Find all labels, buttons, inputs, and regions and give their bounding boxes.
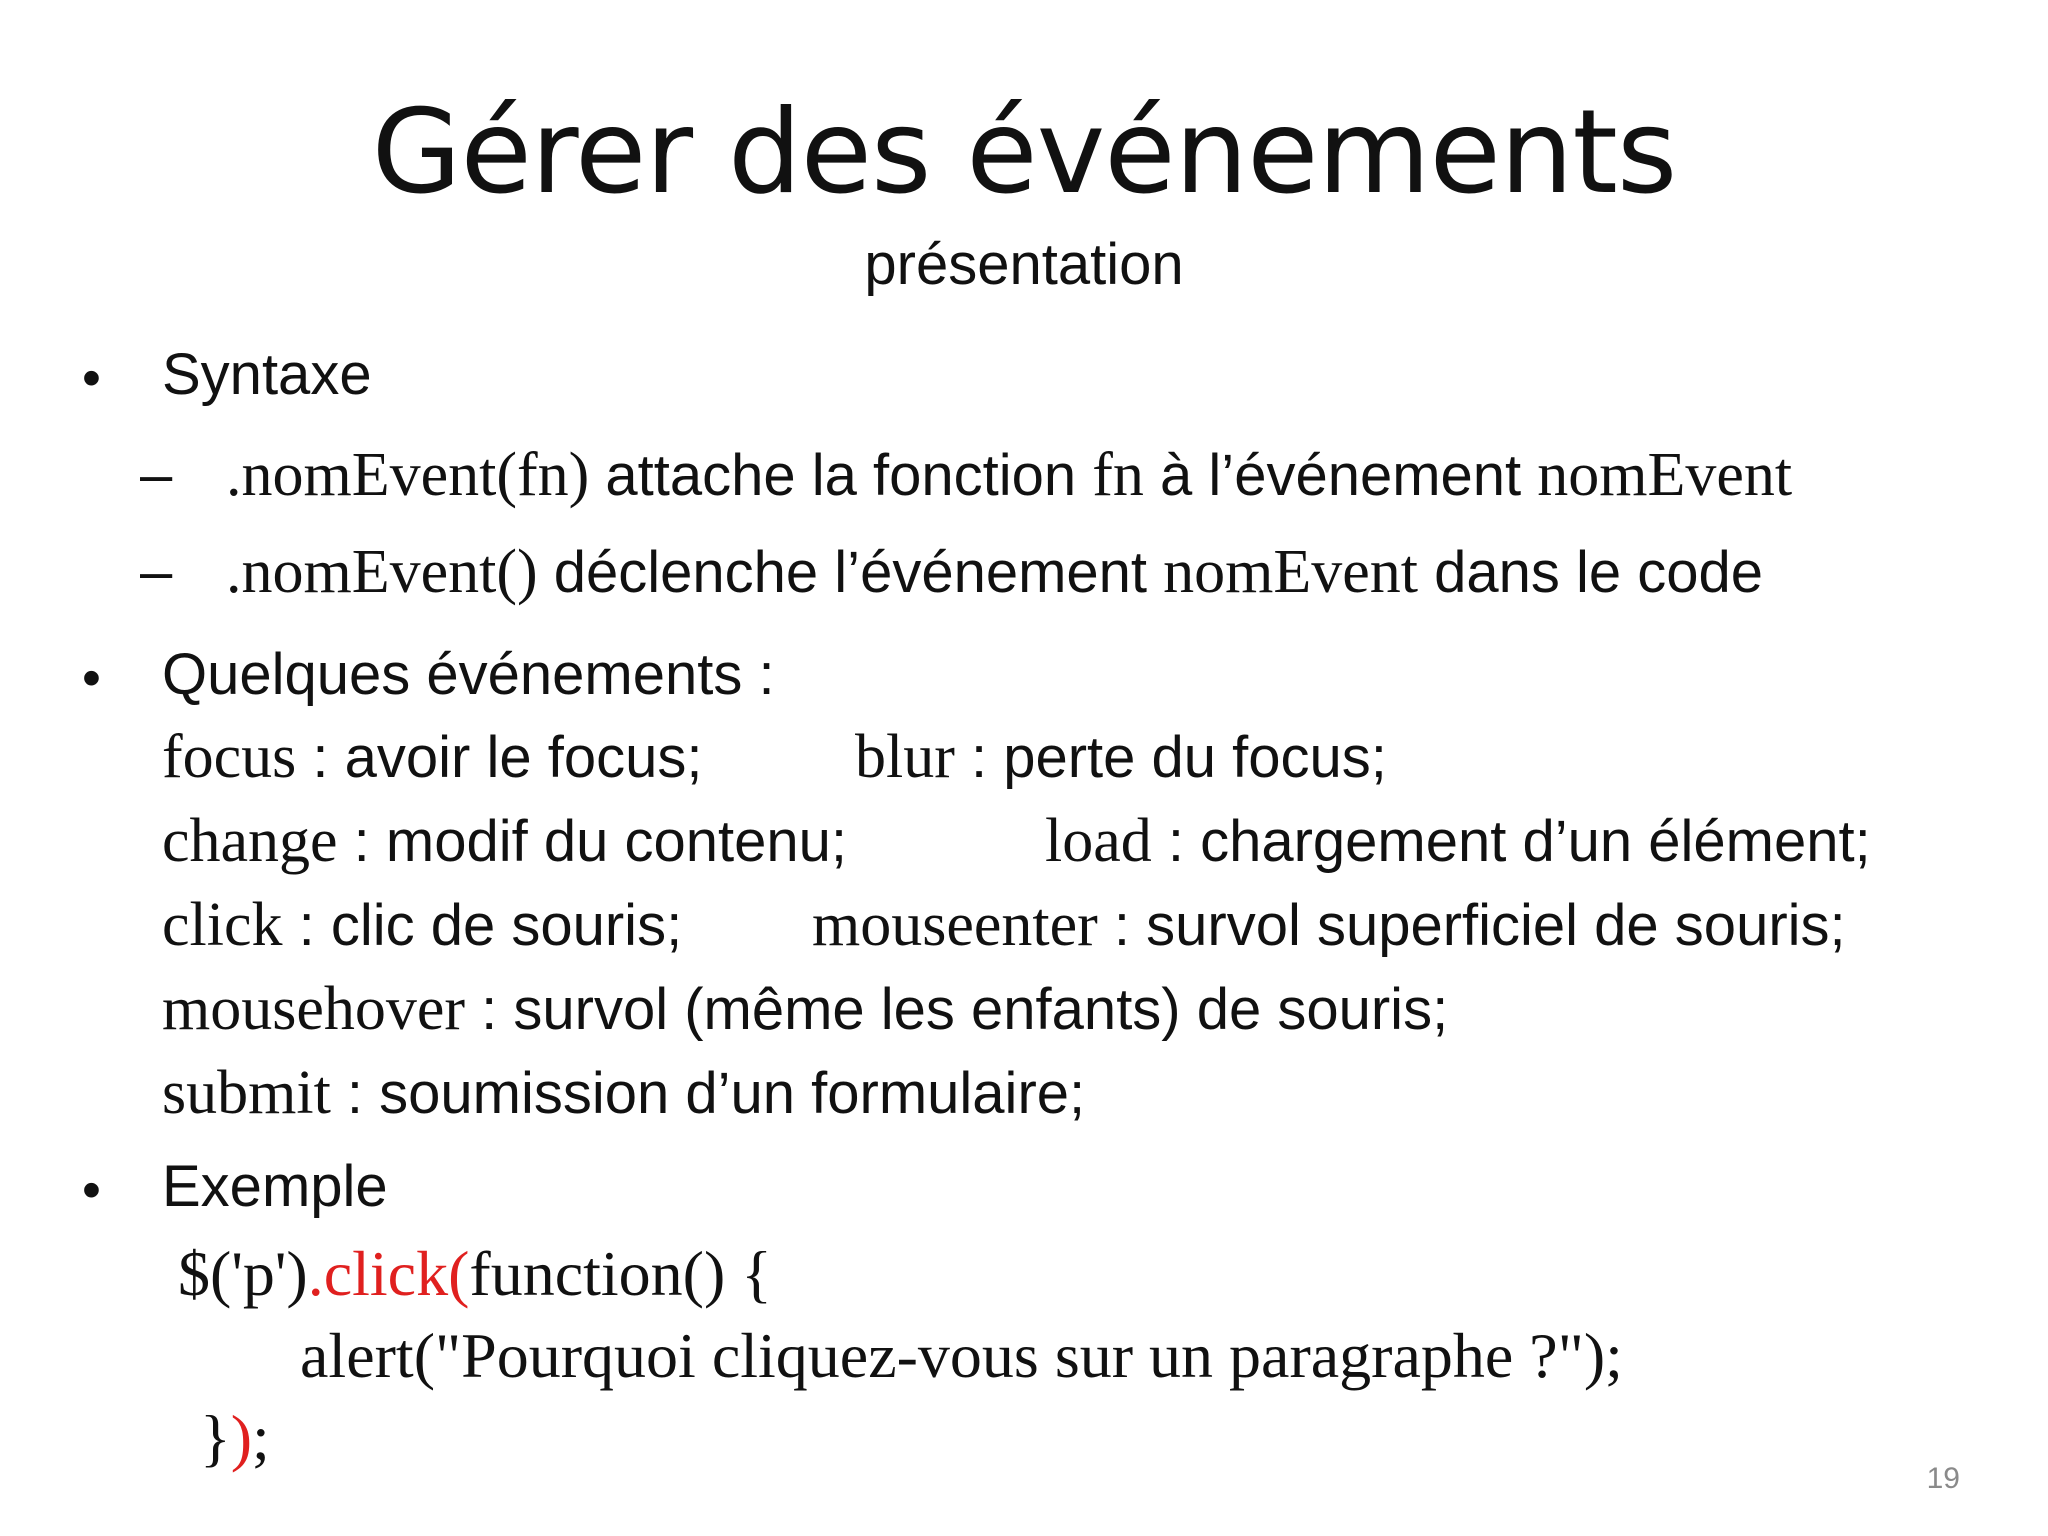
code-token: function() { bbox=[469, 1238, 772, 1309]
slide-subtitle: présentation bbox=[864, 232, 1184, 297]
event-desc: : avoir le focus; bbox=[296, 725, 703, 790]
bullet-syntax: • bbox=[82, 348, 101, 408]
event-desc: : soumission d’un formulaire; bbox=[330, 1061, 1086, 1126]
syntax-item-2 bbox=[226, 537, 1763, 608]
syntax-item-2-code1: .nomEvent() bbox=[226, 538, 538, 606]
code-line-2: alert("Pourquoi cliquez-vous sur un paragraphe ?"); bbox=[300, 1320, 1623, 1391]
event-row-2a bbox=[162, 806, 847, 877]
syntax-item-2-code2: nomEvent bbox=[1163, 538, 1418, 606]
event-row-3b bbox=[812, 890, 1846, 961]
code-token-highlight: .click( bbox=[307, 1238, 470, 1309]
event-name: mouseenter bbox=[812, 891, 1098, 959]
code-token: } bbox=[200, 1402, 231, 1473]
event-name: blur bbox=[855, 723, 955, 791]
event-row-5 bbox=[162, 1058, 1085, 1129]
syntax-item-1-code2: fn bbox=[1092, 441, 1144, 509]
syntax-heading: Syntaxe bbox=[162, 342, 372, 407]
syntax-item-1-text1: attache la fonction bbox=[589, 443, 1093, 508]
syntax-item-2-text1: déclenche l’événement bbox=[537, 540, 1164, 605]
bullet-example: • bbox=[82, 1160, 101, 1220]
event-desc: : perte du focus; bbox=[954, 725, 1387, 790]
event-row-1a bbox=[162, 722, 702, 793]
event-row-1b bbox=[855, 722, 1387, 793]
code-token-highlight: ) bbox=[230, 1402, 253, 1473]
syntax-item-1-code1: .nomEvent(fn) bbox=[226, 441, 590, 509]
event-desc: : survol superficiel de souris; bbox=[1097, 893, 1846, 958]
event-desc: : modif du contenu; bbox=[337, 809, 847, 874]
event-name: click bbox=[162, 891, 283, 959]
syntax-item-1-text2: à l’événement bbox=[1143, 443, 1538, 508]
code-line-3 bbox=[200, 1400, 270, 1476]
event-row-2b bbox=[1045, 806, 1871, 877]
syntax-item-2-text2: dans le code bbox=[1418, 540, 1764, 605]
event-desc: : survol (même les enfants) de souris; bbox=[465, 977, 1449, 1042]
event-name: load bbox=[1045, 807, 1152, 875]
events-heading: Quelques événements : bbox=[162, 642, 775, 707]
example-heading: Exemple bbox=[162, 1154, 388, 1219]
bullet-events: • bbox=[82, 648, 101, 708]
event-desc: : chargement d’un élément; bbox=[1151, 809, 1871, 874]
code-token: $('p') bbox=[178, 1238, 308, 1309]
syntax-item-1-code3: nomEvent bbox=[1537, 441, 1793, 509]
event-name: focus bbox=[162, 723, 297, 791]
page-number: 19 bbox=[1926, 1462, 1960, 1495]
syntax-item-1 bbox=[226, 440, 1792, 511]
event-row-4 bbox=[162, 974, 1448, 1045]
code-token: ; bbox=[252, 1402, 270, 1473]
dash-syntax-2: – bbox=[140, 539, 173, 604]
slide-title: Gérer des événements bbox=[371, 85, 1677, 220]
event-name: change bbox=[162, 807, 338, 875]
event-name: submit bbox=[162, 1059, 331, 1127]
event-name: mousehover bbox=[162, 975, 466, 1043]
dash-syntax-1: – bbox=[140, 442, 173, 507]
code-line-1 bbox=[178, 1236, 772, 1312]
event-row-3a bbox=[162, 890, 682, 961]
event-desc: : clic de souris; bbox=[282, 893, 683, 958]
